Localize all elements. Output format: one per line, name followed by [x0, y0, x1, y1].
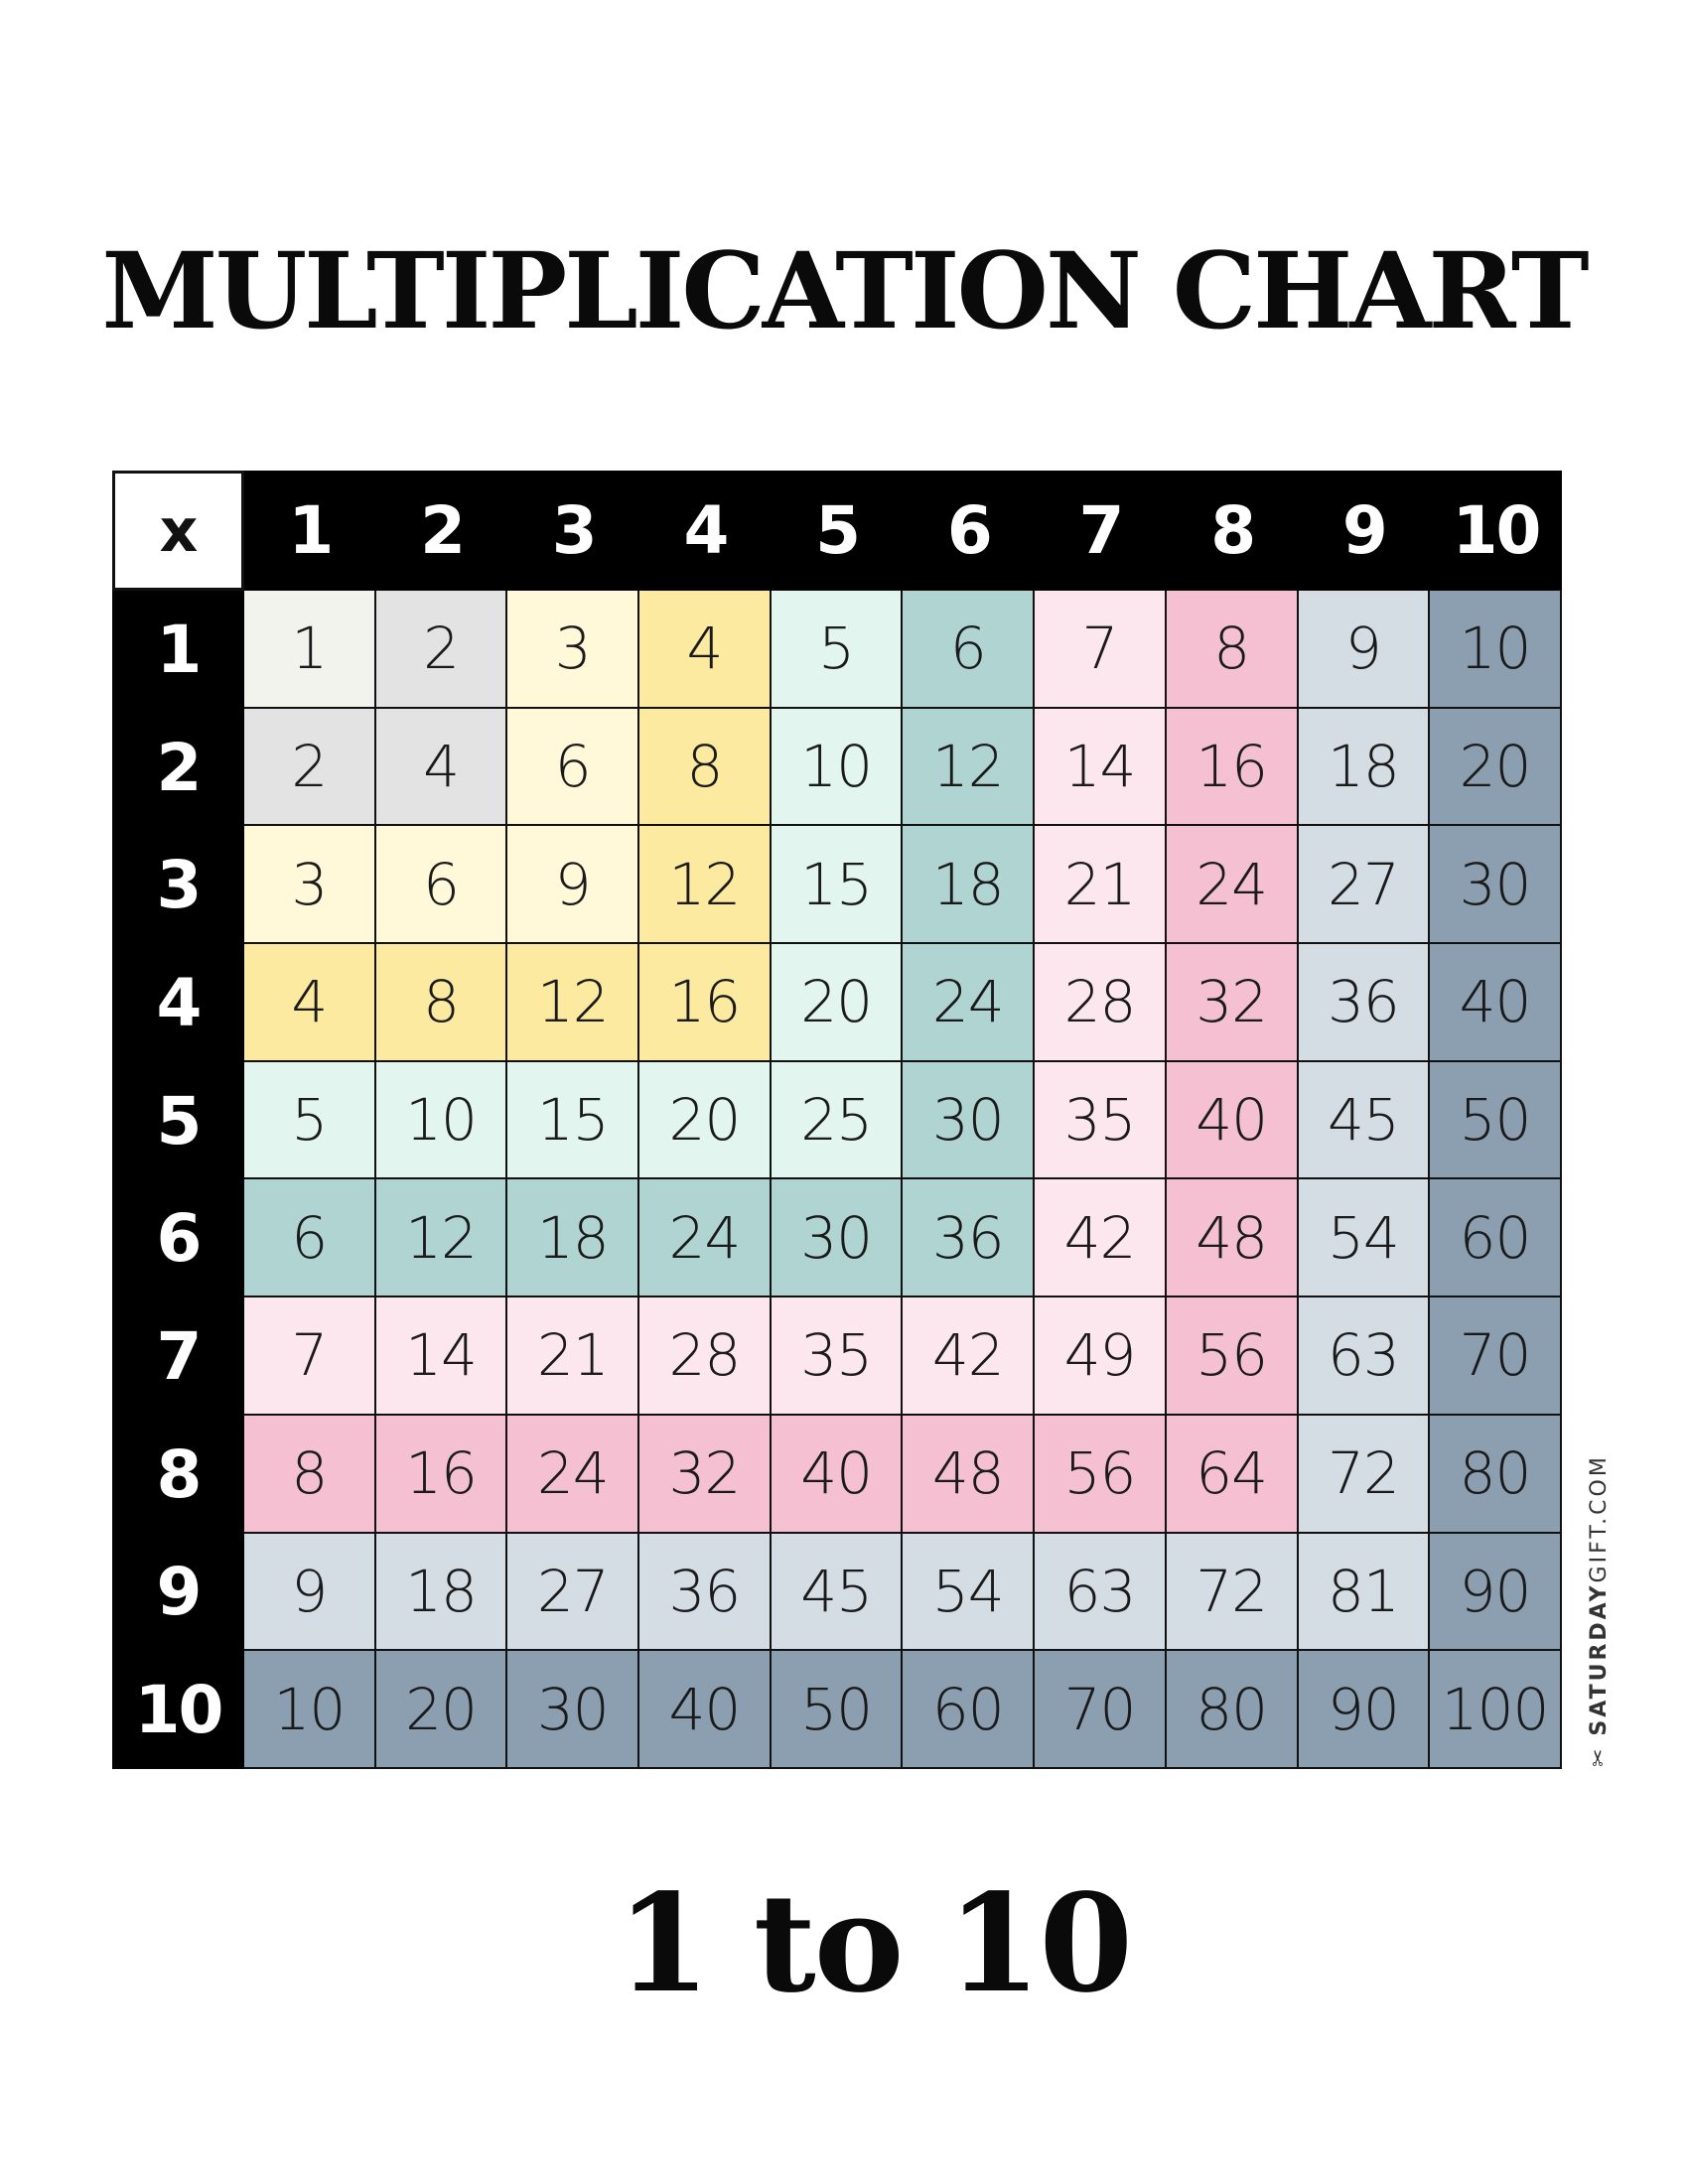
- table-cell: 6: [507, 709, 639, 827]
- table-cell: 32: [639, 1416, 772, 1534]
- table-cell: 28: [1035, 944, 1167, 1062]
- table-cell: 40: [1430, 944, 1562, 1062]
- table-cell: 90: [1299, 1651, 1431, 1769]
- table-cell: 100: [1430, 1651, 1562, 1769]
- table-cell: 36: [639, 1534, 772, 1652]
- table-cell: 24: [1167, 826, 1299, 944]
- column-header: 7: [1035, 471, 1167, 591]
- table-cell: 40: [1167, 1062, 1299, 1180]
- column-header: 9: [1299, 471, 1431, 591]
- corner-label: x: [112, 471, 244, 591]
- table-cell: 2: [244, 709, 376, 827]
- table-cell: 9: [507, 826, 639, 944]
- row-header: 8: [112, 1416, 244, 1534]
- column-header: 5: [772, 471, 904, 591]
- table-cell: 30: [772, 1179, 904, 1297]
- table-cell: 56: [1035, 1416, 1167, 1534]
- table-cell: 60: [1430, 1179, 1562, 1297]
- table-cell: 5: [244, 1062, 376, 1180]
- watermark: [1587, 1454, 1612, 1767]
- column-header: 2: [376, 471, 508, 591]
- table-cell: 10: [1430, 591, 1562, 709]
- table-cell: 70: [1430, 1297, 1562, 1416]
- table-cell: 6: [244, 1179, 376, 1297]
- table-cell: 40: [639, 1651, 772, 1769]
- column-header: 4: [639, 471, 772, 591]
- table-cell: 4: [376, 709, 508, 827]
- table-cell: 54: [903, 1534, 1035, 1652]
- table-cell: 48: [1167, 1179, 1299, 1297]
- row-header: 7: [112, 1297, 244, 1416]
- multiplication-table: [112, 471, 1562, 1769]
- table-cell: 27: [507, 1534, 639, 1652]
- table-cell: 72: [1167, 1534, 1299, 1652]
- table-cell: 45: [1299, 1062, 1431, 1180]
- column-header: 6: [903, 471, 1035, 591]
- table-cell: 14: [376, 1297, 508, 1416]
- table-cell: 45: [772, 1534, 904, 1652]
- table-cell: 81: [1299, 1534, 1431, 1652]
- table-cell: 63: [1035, 1534, 1167, 1652]
- row-header: 3: [112, 826, 244, 944]
- table-cell: 16: [376, 1416, 508, 1534]
- table-cell: 20: [639, 1062, 772, 1180]
- row-header: 6: [112, 1179, 244, 1297]
- table-cell: 30: [903, 1062, 1035, 1180]
- table-cell: 4: [639, 591, 772, 709]
- watermark-brand: SATURDAY: [1587, 1582, 1612, 1736]
- table-cell: 12: [639, 826, 772, 944]
- table-cell: 8: [376, 944, 508, 1062]
- table-cell: 35: [772, 1297, 904, 1416]
- row-header: 10: [112, 1651, 244, 1769]
- table-cell: 7: [244, 1297, 376, 1416]
- table-cell: 9: [244, 1534, 376, 1652]
- table-cell: 20: [772, 944, 904, 1062]
- table-cell: 25: [772, 1062, 904, 1180]
- table-cell: 21: [1035, 826, 1167, 944]
- table-cell: 8: [244, 1416, 376, 1534]
- table-cell: 30: [1430, 826, 1562, 944]
- table-cell: 12: [507, 944, 639, 1062]
- table-cell: 10: [376, 1062, 508, 1180]
- table-cell: 7: [1035, 591, 1167, 709]
- watermark-scissors-icon: ✂: [1587, 1735, 1612, 1767]
- table-cell: 12: [376, 1179, 508, 1297]
- table-cell: 72: [1299, 1416, 1431, 1534]
- table-cell: 80: [1430, 1416, 1562, 1534]
- table-cell: 3: [244, 826, 376, 944]
- row-header: 4: [112, 944, 244, 1062]
- table-cell: 15: [772, 826, 904, 944]
- table-cell: 4: [244, 944, 376, 1062]
- table-cell: 27: [1299, 826, 1431, 944]
- table-cell: 30: [507, 1651, 639, 1769]
- row-header: 5: [112, 1062, 244, 1180]
- table-cell: 24: [507, 1416, 639, 1534]
- table-cell: 32: [1167, 944, 1299, 1062]
- table-cell: 42: [903, 1297, 1035, 1416]
- table-cell: 16: [1167, 709, 1299, 827]
- table-cell: 50: [1430, 1062, 1562, 1180]
- table-cell: 18: [903, 826, 1035, 944]
- page-title: MULTIPLICATION CHART: [101, 228, 1587, 352]
- table-cell: 5: [772, 591, 904, 709]
- table-cell: 60: [903, 1651, 1035, 1769]
- table-cell: 49: [1035, 1297, 1167, 1416]
- table-cell: 40: [772, 1416, 904, 1534]
- column-header: 1: [244, 471, 376, 591]
- column-header: 3: [507, 471, 639, 591]
- row-header: 1: [112, 591, 244, 709]
- page-subtitle: 1 to 10: [616, 1864, 1132, 2023]
- table-cell: 21: [507, 1297, 639, 1416]
- table-cell: 36: [903, 1179, 1035, 1297]
- table-cell: 20: [376, 1651, 508, 1769]
- table-cell: 90: [1430, 1534, 1562, 1652]
- table-cell: 8: [639, 709, 772, 827]
- table-cell: 50: [772, 1651, 904, 1769]
- table-cell: 10: [244, 1651, 376, 1769]
- table-cell: 15: [507, 1062, 639, 1180]
- table-cell: 18: [1299, 709, 1431, 827]
- table-cell: 2: [376, 591, 508, 709]
- table-cell: 64: [1167, 1416, 1299, 1534]
- table-cell: 6: [903, 591, 1035, 709]
- table-cell: 80: [1167, 1651, 1299, 1769]
- table-cell: 3: [507, 591, 639, 709]
- table-cell: 24: [903, 944, 1035, 1062]
- row-header: 2: [112, 709, 244, 827]
- row-header: 9: [112, 1534, 244, 1652]
- table-cell: 36: [1299, 944, 1431, 1062]
- table-cell: 8: [1167, 591, 1299, 709]
- table-cell: 18: [376, 1534, 508, 1652]
- table-cell: 10: [772, 709, 904, 827]
- table-cell: 14: [1035, 709, 1167, 827]
- table-cell: 56: [1167, 1297, 1299, 1416]
- table-cell: 20: [1430, 709, 1562, 827]
- table-cell: 48: [903, 1416, 1035, 1534]
- table-cell: 1: [244, 591, 376, 709]
- column-header: 10: [1430, 471, 1562, 591]
- column-header: 8: [1167, 471, 1299, 591]
- table-cell: 18: [507, 1179, 639, 1297]
- table-cell: 35: [1035, 1062, 1167, 1180]
- table-cell: 9: [1299, 591, 1431, 709]
- table-cell: 12: [903, 709, 1035, 827]
- table-cell: 28: [639, 1297, 772, 1416]
- table-cell: 70: [1035, 1651, 1167, 1769]
- table-cell: 6: [376, 826, 508, 944]
- table-cell: 42: [1035, 1179, 1167, 1297]
- watermark-domain: GIFT.COM: [1587, 1454, 1612, 1583]
- table-cell: 24: [639, 1179, 772, 1297]
- table-cell: 63: [1299, 1297, 1431, 1416]
- table-cell: 16: [639, 944, 772, 1062]
- table-cell: 54: [1299, 1179, 1431, 1297]
